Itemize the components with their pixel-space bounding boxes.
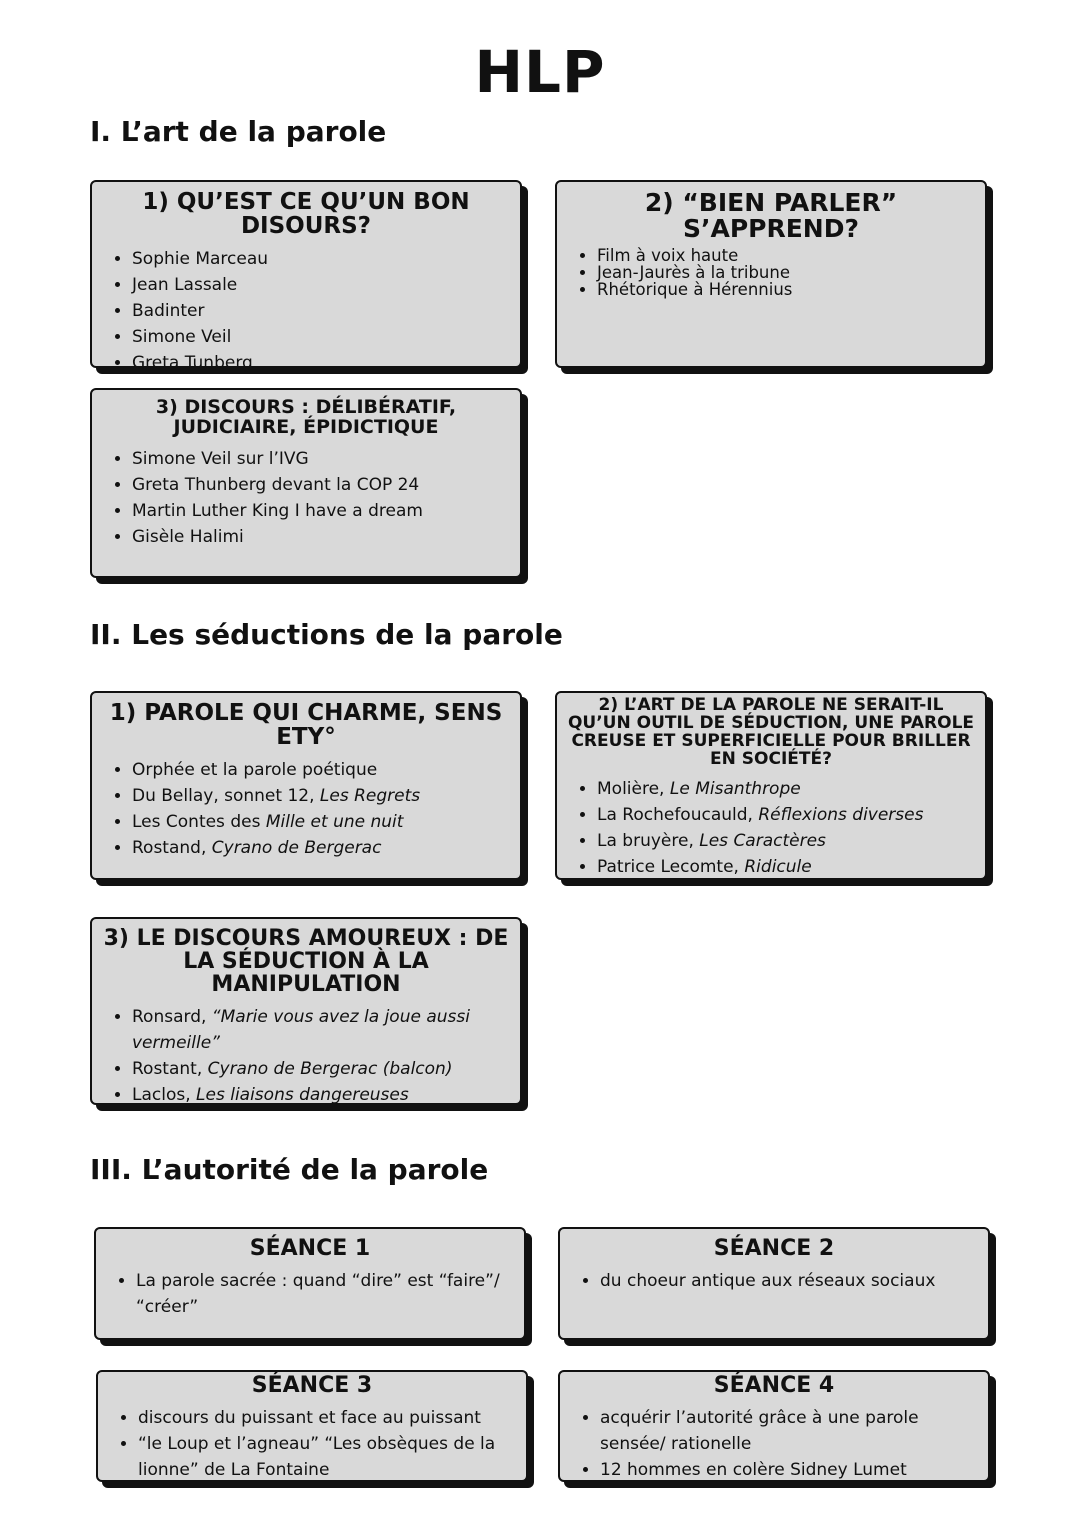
- list-item: [132, 835, 510, 861]
- card-1-2: [555, 180, 987, 368]
- card-title: 3) DISCOURS : DÉLIBÉRATIF, JUDICIAIRE, ÉPIDICTIQUE: [155, 396, 457, 438]
- bullet-list: [570, 1405, 978, 1483]
- list-item: [136, 1268, 514, 1320]
- list-item: [132, 757, 510, 783]
- work-title: Ridicule: [744, 857, 812, 878]
- section-heading-1: I. L’art de la parole: [90, 115, 387, 148]
- list-item: [600, 1405, 978, 1457]
- section-heading-3: III. L’autorité de la parole: [90, 1153, 489, 1186]
- card-title: 2) “BIEN PARLER” S’APPREND?: [644, 188, 898, 244]
- item-text: Rhétorique à Hérennius: [597, 279, 793, 299]
- page-title: HLP: [474, 38, 606, 106]
- list-item: [132, 472, 510, 498]
- item-text: discours du puissant et face au puissant: [138, 1408, 481, 1429]
- list-item: [132, 246, 510, 272]
- card-3-4: [558, 1370, 990, 1482]
- list-item: [132, 272, 510, 298]
- list-item: [600, 1457, 978, 1483]
- work-title: Cyrano de Bergerac: [211, 838, 382, 859]
- card-title: SÉANCE 1: [249, 1236, 371, 1261]
- item-text: Du Bellay, sonnet 12,: [132, 786, 320, 807]
- item-text: La Rochefoucauld,: [597, 805, 759, 826]
- bullet-list: [567, 776, 975, 880]
- card-title: 3) LE DISCOURS AMOUREUX : DE LA SÉDUCTION À LA MANIPULATION: [103, 926, 509, 998]
- section-heading-2: II. Les séductions de la parole: [90, 618, 563, 651]
- card-title: SÉANCE 2: [713, 1236, 835, 1261]
- item-text: Molière,: [597, 779, 670, 800]
- item-text: Greta Tunberg: [132, 353, 253, 374]
- list-item: [132, 783, 510, 809]
- list-item: [597, 247, 975, 264]
- work-title: “Marie vous avez la joue aussi vermeille”: [132, 1007, 470, 1054]
- item-text: Martin Luther King I have a dream: [132, 500, 423, 521]
- list-item: [597, 776, 975, 802]
- work-title: Les Caractères: [699, 831, 826, 852]
- list-item: [132, 809, 510, 835]
- card-2-3: [90, 917, 522, 1105]
- list-item: [132, 324, 510, 350]
- item-text: du choeur antique aux réseaux sociaux: [600, 1271, 936, 1292]
- list-item: [597, 264, 975, 281]
- item-text: Jean Lassale: [132, 275, 238, 296]
- bullet-list: [108, 1405, 516, 1483]
- list-item: [132, 524, 510, 550]
- item-text: 12 hommes en colère Sidney Lumet: [600, 1460, 907, 1481]
- list-item: [132, 350, 510, 376]
- card-title: SÉANCE 4: [713, 1373, 835, 1398]
- item-text: “le Loup et l’agneau” “Les obsèques de la lionne” de La Fontaine: [138, 1434, 496, 1481]
- list-item: [138, 1405, 516, 1431]
- bullet-list: [570, 1268, 978, 1294]
- bullet-list: [102, 446, 510, 550]
- work-title: Cyrano de Bergerac (balcon): [207, 1059, 453, 1080]
- list-item: [597, 281, 975, 298]
- work-title: Le Misanthrope: [669, 779, 801, 800]
- item-text: Simone Veil sur l’IVG: [132, 448, 309, 469]
- item-text: Film à voix haute: [597, 245, 739, 265]
- card-title: 1) PAROLE QUI CHARME, SENS ETY°: [109, 700, 503, 751]
- list-item: [597, 854, 975, 880]
- list-item: [132, 1056, 510, 1082]
- item-text: Jean-Jaurès à la tribune: [597, 262, 790, 282]
- bullet-list: [567, 247, 975, 298]
- bullet-list: [102, 246, 510, 376]
- list-item: [132, 1082, 510, 1108]
- work-title: Les liaisons dangereuses: [196, 1085, 409, 1106]
- card-3-3: [96, 1370, 528, 1482]
- list-item: [597, 828, 975, 854]
- item-text: Ronsard,: [132, 1007, 212, 1028]
- list-item: [132, 1004, 510, 1056]
- item-text: Simone Veil: [132, 327, 232, 348]
- card-title: SÉANCE 3: [251, 1373, 373, 1398]
- list-item: [132, 298, 510, 324]
- list-item: [138, 1431, 516, 1483]
- list-item: [597, 802, 975, 828]
- card-2-2: [555, 691, 987, 880]
- card-1-3: [90, 388, 522, 578]
- item-text: acquérir l’autorité grâce à une parole sensée/ rationelle: [600, 1408, 919, 1455]
- item-text: La parole sacrée : quand “dire” est “faire”/ “créer”: [136, 1271, 500, 1318]
- item-text: Laclos,: [132, 1085, 197, 1106]
- bullet-list: [102, 1004, 510, 1108]
- item-text: Greta Thunberg devant la COP 24: [132, 474, 420, 495]
- list-item: [600, 1268, 978, 1294]
- card-title: 2) L’ART DE LA PAROLE NE SERAIT-IL QU’UN OUTIL DE SÉDUCTION, UNE PAROLE CREUSE ET SUPERFICIELLE POUR BRILLER EN SOCIÉTÉ?: [567, 695, 975, 769]
- card-1-1: [90, 180, 522, 374]
- work-title: Les Regrets: [319, 786, 421, 807]
- work-title: Réflexions diverses: [758, 805, 924, 826]
- item-text: Rostand,: [132, 838, 212, 859]
- card-title: 1) QU’EST CE QU’UN BON DISOURS?: [142, 189, 470, 240]
- item-text: Orphée et la parole poétique: [132, 760, 378, 781]
- bullet-list: [102, 757, 510, 861]
- item-text: La bruyère,: [597, 831, 700, 852]
- item-text: Patrice Lecomte,: [597, 857, 745, 878]
- item-text: Sophie Marceau: [132, 249, 269, 270]
- item-text: Les Contes des: [132, 812, 266, 833]
- item-text: Rostant,: [132, 1059, 208, 1080]
- card-3-1: [94, 1227, 526, 1340]
- list-item: [132, 446, 510, 472]
- bullet-list: [106, 1268, 514, 1320]
- item-text: Gisèle Halimi: [132, 526, 244, 547]
- card-2-1: [90, 691, 522, 880]
- work-title: Mille et une nuit: [265, 812, 404, 833]
- card-3-2: [558, 1227, 990, 1340]
- list-item: [132, 498, 510, 524]
- item-text: Badinter: [132, 301, 205, 322]
